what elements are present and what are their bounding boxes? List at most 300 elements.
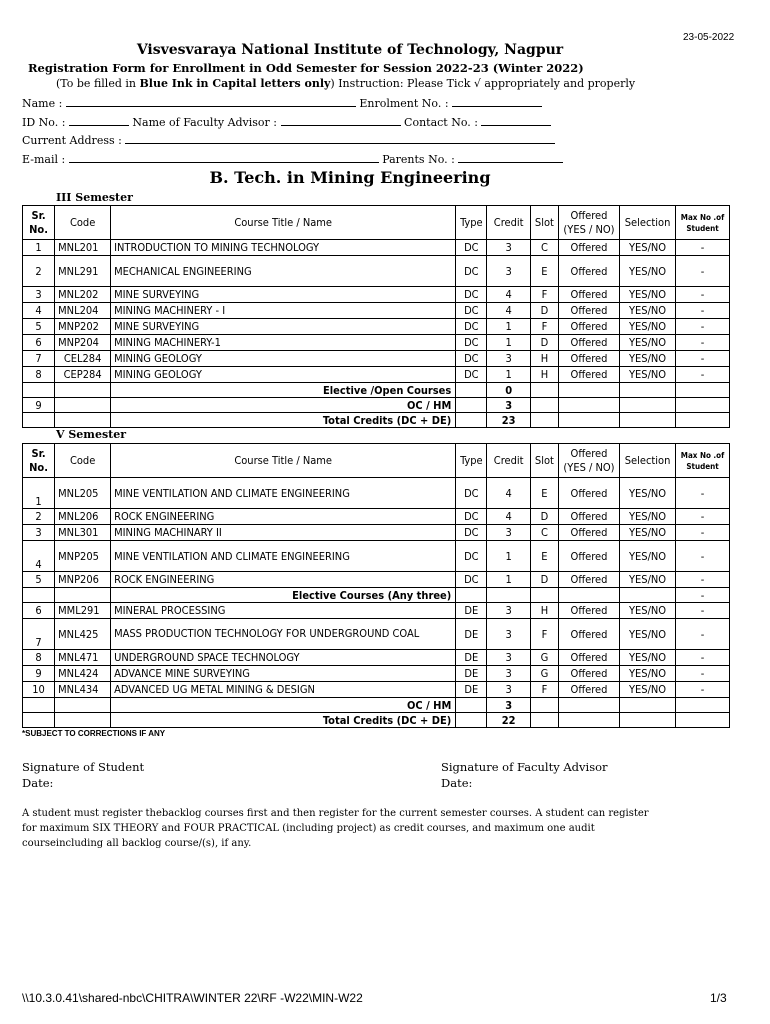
slot-cell: D (530, 303, 558, 319)
course-row (23, 541, 730, 572)
student-signature-block (22, 759, 144, 791)
course-code-cell: MML291 (55, 603, 111, 619)
credit-cell: 3 (487, 650, 531, 666)
advisor-signature-block (441, 759, 608, 791)
course-code-cell: MNP204 (55, 335, 111, 351)
max-students-cell (676, 383, 730, 398)
type-cell: DC (456, 541, 487, 572)
offered-cell (558, 713, 619, 728)
credit-cell: 4 (487, 478, 531, 509)
offered-cell: Offered (558, 619, 619, 650)
max-students-cell: - (676, 650, 730, 666)
offered-cell (558, 398, 619, 413)
summary-label-cell: OC / HM (111, 398, 456, 413)
email-row (22, 152, 563, 166)
sr-no-cell (23, 413, 55, 428)
slot-cell: C (530, 240, 558, 256)
type-cell (456, 588, 487, 603)
credit-cell: 1 (487, 541, 531, 572)
selection-cell[interactable]: YES/NO (620, 335, 676, 351)
type-cell: DC (456, 572, 487, 588)
course-code-cell (55, 383, 111, 398)
sr-no-cell: 3 (23, 287, 55, 303)
course-row (23, 303, 730, 319)
slot-cell: F (530, 319, 558, 335)
offered-cell: Offered (558, 478, 619, 509)
slot-cell: E (530, 541, 558, 572)
course-title-cell: MASS PRODUCTION TECHNOLOGY FOR UNDERGROUND COAL (111, 619, 456, 650)
sr-no-cell: 7 (23, 619, 55, 650)
max-students-cell: - (676, 351, 730, 367)
selection-cell (620, 713, 676, 728)
offered-cell: Offered (558, 319, 619, 335)
offered-cell: Offered (558, 603, 619, 619)
credit-cell: 3 (487, 351, 531, 367)
course-title-cell: MINE VENTILATION AND CLIMATE ENGINEERING (111, 541, 456, 572)
form-subtitle: Registration Form for Enrollment in Odd Semester for Session 2022-23 (Winter 2022) (28, 61, 584, 75)
name-label: Name : (22, 97, 63, 110)
type-cell: DC (456, 335, 487, 351)
course-title-cell: ROCK ENGINEERING (111, 572, 456, 588)
course-row (23, 335, 730, 351)
max-students-cell: - (676, 619, 730, 650)
course-row (23, 319, 730, 335)
credit-cell: 3 (487, 398, 531, 413)
course-title-cell: MINE SURVEYING (111, 287, 456, 303)
offered-cell: Offered (558, 650, 619, 666)
sem3-table (22, 205, 730, 428)
page-number: 1/3 (710, 991, 727, 1005)
registration-rule: A student must register thebacklog courses first and then register for the current semester courses. A student can register for maximum SIX THEORY and FOUR PRACTICAL (including project) as credit courses, and maximum one audit courseincluding all backlog course/(s), if any. (22, 808, 649, 849)
selection-cell[interactable]: YES/NO (620, 650, 676, 666)
offered-cell: Offered (558, 367, 619, 383)
selection-cell[interactable]: YES/NO (620, 478, 676, 509)
col-slot-header: Slot (530, 444, 558, 478)
sr-no-cell: 8 (23, 650, 55, 666)
sr-no-cell: 1 (23, 478, 55, 509)
offered-cell (558, 588, 619, 603)
parents-field[interactable] (458, 152, 563, 163)
max-students-cell: - (676, 335, 730, 351)
sr-no-cell: 2 (23, 509, 55, 525)
col-title-header: Course Title / Name (111, 444, 456, 478)
course-code-cell (55, 713, 111, 728)
course-row (23, 287, 730, 303)
slot-cell: G (530, 666, 558, 682)
offered-cell (558, 413, 619, 428)
col-max-header: Max No .of Student (676, 444, 730, 478)
sr-no-cell: 10 (23, 682, 55, 698)
slot-cell (530, 398, 558, 413)
course-code-cell: MNL424 (55, 666, 111, 682)
col-credit-header: Credit (487, 206, 531, 240)
max-students-cell: - (676, 287, 730, 303)
credit-cell: 1 (487, 319, 531, 335)
offered-cell: Offered (558, 256, 619, 287)
selection-cell (620, 698, 676, 713)
course-row (23, 256, 730, 287)
selection-cell[interactable]: YES/NO (620, 287, 676, 303)
offered-cell: Offered (558, 525, 619, 541)
slot-cell: D (530, 509, 558, 525)
type-cell (456, 698, 487, 713)
instruction-bold: Blue Ink in Capital letters only (139, 77, 331, 90)
contact-label: Contact No. : (404, 116, 478, 129)
course-row (23, 351, 730, 367)
selection-cell[interactable]: YES/NO (620, 351, 676, 367)
type-cell: DC (456, 509, 487, 525)
max-students-cell: - (676, 603, 730, 619)
sr-no-cell: 8 (23, 367, 55, 383)
sr-no-cell (23, 698, 55, 713)
summary-label-cell: Elective Courses (Any three) (111, 588, 456, 603)
slot-cell (530, 588, 558, 603)
course-code-cell: MNP205 (55, 541, 111, 572)
max-students-cell (676, 713, 730, 728)
col-type-header: Type (456, 206, 487, 240)
sr-no-cell (23, 383, 55, 398)
credit-cell: 3 (487, 525, 531, 541)
course-code-cell: MNL301 (55, 525, 111, 541)
summary-label-cell: Total Credits (DC + DE) (111, 713, 456, 728)
credit-cell: 3 (487, 698, 531, 713)
course-row (23, 572, 730, 588)
total-credits-row (23, 713, 730, 728)
advisor-label: Name of Faculty Advisor : (132, 116, 278, 129)
credit-cell: 1 (487, 335, 531, 351)
col-offered-header: Offered (YES / NO) (558, 444, 619, 478)
max-students-cell: - (676, 682, 730, 698)
sem5-label: V Semester (56, 428, 127, 441)
sem5-header-row (23, 444, 730, 478)
max-students-cell (676, 398, 730, 413)
credit-cell: 4 (487, 509, 531, 525)
course-code-cell: MNL204 (55, 303, 111, 319)
col-selection-header: Selection (620, 444, 676, 478)
sr-no-cell: 1 (23, 240, 55, 256)
course-code-cell: CEL284 (55, 351, 111, 367)
col-code-header: Code (55, 444, 111, 478)
course-title-cell: MINE SURVEYING (111, 319, 456, 335)
selection-cell[interactable]: YES/NO (620, 603, 676, 619)
max-students-cell: - (676, 525, 730, 541)
elective-row (23, 383, 730, 398)
address-row (22, 133, 555, 147)
type-cell: DE (456, 682, 487, 698)
selection-cell[interactable]: YES/NO (620, 682, 676, 698)
slot-cell: D (530, 335, 558, 351)
slot-cell: F (530, 287, 558, 303)
credit-cell (487, 588, 531, 603)
form-date: 23-05-2022 (683, 32, 735, 43)
selection-cell[interactable]: YES/NO (620, 666, 676, 682)
course-row (23, 240, 730, 256)
course-row (23, 650, 730, 666)
course-row (23, 509, 730, 525)
offered-cell: Offered (558, 335, 619, 351)
selection-cell[interactable]: YES/NO (620, 367, 676, 383)
sr-no-cell: 4 (23, 541, 55, 572)
course-title-cell: MINING MACHINERY-1 (111, 335, 456, 351)
offered-cell: Offered (558, 287, 619, 303)
selection-cell[interactable]: YES/NO (620, 509, 676, 525)
offered-cell: Offered (558, 240, 619, 256)
course-code-cell: MNL202 (55, 287, 111, 303)
id-label: ID No. : (22, 116, 66, 129)
offered-cell: Offered (558, 541, 619, 572)
credit-cell: 22 (487, 713, 531, 728)
course-title-cell: MINING GEOLOGY (111, 351, 456, 367)
col-slot-header: Slot (530, 206, 558, 240)
course-code-cell: MNL291 (55, 256, 111, 287)
slot-cell (530, 383, 558, 398)
slot-cell: F (530, 619, 558, 650)
credit-cell: 23 (487, 413, 531, 428)
sr-no-cell: 5 (23, 572, 55, 588)
offered-cell: Offered (558, 303, 619, 319)
sem3-header-row (23, 206, 730, 240)
course-code-cell (55, 588, 111, 603)
course-code-cell: MNP206 (55, 572, 111, 588)
oc-hm-row (23, 698, 730, 713)
col-credit-header: Credit (487, 444, 531, 478)
course-title-cell: ADVANCE MINE SURVEYING (111, 666, 456, 682)
type-cell: DE (456, 650, 487, 666)
max-students-cell: - (676, 588, 730, 603)
max-students-cell: - (676, 478, 730, 509)
max-students-cell: - (676, 367, 730, 383)
summary-label-cell: Elective /Open Courses (111, 383, 456, 398)
type-cell (456, 398, 487, 413)
enrolment-field[interactable] (452, 96, 542, 107)
course-code-cell: MNL201 (55, 240, 111, 256)
col-max-header: Max No .of Student (676, 206, 730, 240)
advisor-date-label: Date: (441, 776, 473, 790)
type-cell: DE (456, 619, 487, 650)
slot-cell: F (530, 682, 558, 698)
type-cell (456, 383, 487, 398)
slot-cell: G (530, 650, 558, 666)
col-sr-header: Sr. No. (23, 444, 55, 478)
selection-cell[interactable]: YES/NO (620, 572, 676, 588)
summary-label-cell: Total Credits (DC + DE) (111, 413, 456, 428)
max-students-cell: - (676, 256, 730, 287)
credit-cell: 3 (487, 603, 531, 619)
sr-no-cell: 3 (23, 525, 55, 541)
selection-cell (620, 413, 676, 428)
course-code-cell (55, 398, 111, 413)
type-cell: DC (456, 240, 487, 256)
slot-cell (530, 413, 558, 428)
offered-cell (558, 383, 619, 398)
course-code-cell: MNL206 (55, 509, 111, 525)
max-students-cell: - (676, 240, 730, 256)
selection-cell[interactable]: YES/NO (620, 256, 676, 287)
credit-cell: 3 (487, 666, 531, 682)
sem5-table (22, 443, 730, 728)
course-code-cell: MNL434 (55, 682, 111, 698)
slot-cell: H (530, 367, 558, 383)
type-cell: DE (456, 666, 487, 682)
credit-cell: 3 (487, 682, 531, 698)
course-row (23, 619, 730, 650)
type-cell: DC (456, 351, 487, 367)
type-cell: DC (456, 367, 487, 383)
course-code-cell: CEP284 (55, 367, 111, 383)
offered-cell: Offered (558, 572, 619, 588)
contact-field[interactable] (481, 115, 551, 126)
type-cell: DC (456, 303, 487, 319)
course-title-cell: MINING MACHINERY - I (111, 303, 456, 319)
slot-cell: E (530, 256, 558, 287)
max-students-cell: - (676, 319, 730, 335)
max-students-cell: - (676, 509, 730, 525)
course-row (23, 525, 730, 541)
name-field[interactable] (66, 96, 356, 107)
course-code-cell (55, 698, 111, 713)
credit-cell: 4 (487, 287, 531, 303)
selection-cell[interactable]: YES/NO (620, 319, 676, 335)
max-students-cell (676, 413, 730, 428)
sr-no-cell (23, 588, 55, 603)
course-title-cell: MECHANICAL ENGINEERING (111, 256, 456, 287)
course-row (23, 682, 730, 698)
type-cell: DC (456, 287, 487, 303)
credit-cell: 3 (487, 256, 531, 287)
credit-cell: 1 (487, 572, 531, 588)
credit-cell: 3 (487, 619, 531, 650)
col-code-header: Code (55, 206, 111, 240)
course-code-cell: MNL425 (55, 619, 111, 650)
slot-cell: C (530, 525, 558, 541)
offered-cell: Offered (558, 509, 619, 525)
col-title-header: Course Title / Name (111, 206, 456, 240)
form-instruction (56, 77, 635, 90)
col-sr-header: Sr. No. (23, 206, 55, 240)
sr-no-cell: 6 (23, 603, 55, 619)
email-label: E-mail : (22, 153, 66, 166)
credit-cell: 1 (487, 367, 531, 383)
advisor-signature-label: Signature of Faculty Advisor (441, 760, 608, 774)
course-code-cell: MNP202 (55, 319, 111, 335)
corrections-note: *SUBJECT TO CORRECTIONS IF ANY (22, 729, 166, 738)
course-row (23, 603, 730, 619)
offered-cell: Offered (558, 682, 619, 698)
total-credits-row (23, 413, 730, 428)
offered-cell: Offered (558, 351, 619, 367)
col-selection-header: Selection (620, 206, 676, 240)
advisor-field[interactable] (281, 115, 401, 126)
type-cell: DC (456, 256, 487, 287)
course-row (23, 367, 730, 383)
sr-no-cell: 5 (23, 319, 55, 335)
selection-cell (620, 383, 676, 398)
type-cell: DC (456, 478, 487, 509)
max-students-cell: - (676, 666, 730, 682)
max-students-cell: - (676, 572, 730, 588)
course-title-cell: ADVANCED UG METAL MINING & DESIGN (111, 682, 456, 698)
oc-hm-row (23, 398, 730, 413)
course-title-cell: MINING GEOLOGY (111, 367, 456, 383)
address-label: Current Address : (22, 134, 122, 147)
type-cell: DC (456, 319, 487, 335)
slot-cell: D (530, 572, 558, 588)
sem3-label: III Semester (56, 191, 133, 204)
selection-cell[interactable]: YES/NO (620, 619, 676, 650)
student-date-label: Date: (22, 776, 54, 790)
elective-header-row (23, 588, 730, 603)
type-cell: DC (456, 525, 487, 541)
sr-no-cell: 2 (23, 256, 55, 287)
sr-no-cell: 7 (23, 351, 55, 367)
selection-cell[interactable]: YES/NO (620, 240, 676, 256)
course-title-cell: MINERAL PROCESSING (111, 603, 456, 619)
course-row (23, 478, 730, 509)
course-title-cell: MINING MACHINARY II (111, 525, 456, 541)
slot-cell (530, 698, 558, 713)
institute-name: Visvesvaraya National Institute of Technology, Nagpur (136, 42, 564, 58)
parents-label: Parents No. : (382, 153, 455, 166)
enrolment-label: Enrolment No. : (359, 97, 449, 110)
slot-cell: H (530, 351, 558, 367)
course-code-cell: MNL471 (55, 650, 111, 666)
sr-no-cell: 9 (23, 666, 55, 682)
type-cell (456, 713, 487, 728)
col-offered-header: Offered (YES / NO) (558, 206, 619, 240)
selection-cell[interactable]: YES/NO (620, 525, 676, 541)
slot-cell (530, 713, 558, 728)
credit-cell: 4 (487, 303, 531, 319)
sr-no-cell: 4 (23, 303, 55, 319)
col-type-header: Type (456, 444, 487, 478)
course-title-cell: INTRODUCTION TO MINING TECHNOLOGY (111, 240, 456, 256)
course-row (23, 666, 730, 682)
max-students-cell (676, 698, 730, 713)
selection-cell (620, 588, 676, 603)
sr-no-cell: 6 (23, 335, 55, 351)
course-code-cell (55, 413, 111, 428)
course-title-cell: ROCK ENGINEERING (111, 509, 456, 525)
address-field[interactable] (125, 133, 555, 144)
credit-cell: 0 (487, 383, 531, 398)
instruction-post: ) Instruction: Please Tick √ appropriately and properly (330, 77, 636, 90)
id-row (22, 115, 551, 129)
email-field[interactable] (69, 152, 379, 163)
offered-cell (558, 698, 619, 713)
sr-no-cell: 9 (23, 398, 55, 413)
slot-cell: H (530, 603, 558, 619)
summary-label-cell: OC / HM (111, 698, 456, 713)
id-field[interactable] (69, 115, 129, 126)
course-title-cell: MINE VENTILATION AND CLIMATE ENGINEERING (111, 478, 456, 509)
slot-cell: E (530, 478, 558, 509)
course-code-cell: MNL205 (55, 478, 111, 509)
max-students-cell: - (676, 541, 730, 572)
program-title: B. Tech. in Mining Engineering (209, 168, 491, 187)
selection-cell[interactable]: YES/NO (620, 303, 676, 319)
selection-cell (620, 398, 676, 413)
max-students-cell: - (676, 303, 730, 319)
type-cell (456, 413, 487, 428)
credit-cell: 3 (487, 240, 531, 256)
course-title-cell: UNDERGROUND SPACE TECHNOLOGY (111, 650, 456, 666)
file-path: \\10.3.0.41\shared-nbc\CHITRA\WINTER 22\RF -W22\MIN-W22 (22, 991, 363, 1005)
instruction-pre: (To be filled in (56, 77, 140, 90)
name-row (22, 96, 542, 110)
selection-cell[interactable]: YES/NO (620, 541, 676, 572)
student-signature-label: Signature of Student (22, 760, 145, 774)
sr-no-cell (23, 713, 55, 728)
